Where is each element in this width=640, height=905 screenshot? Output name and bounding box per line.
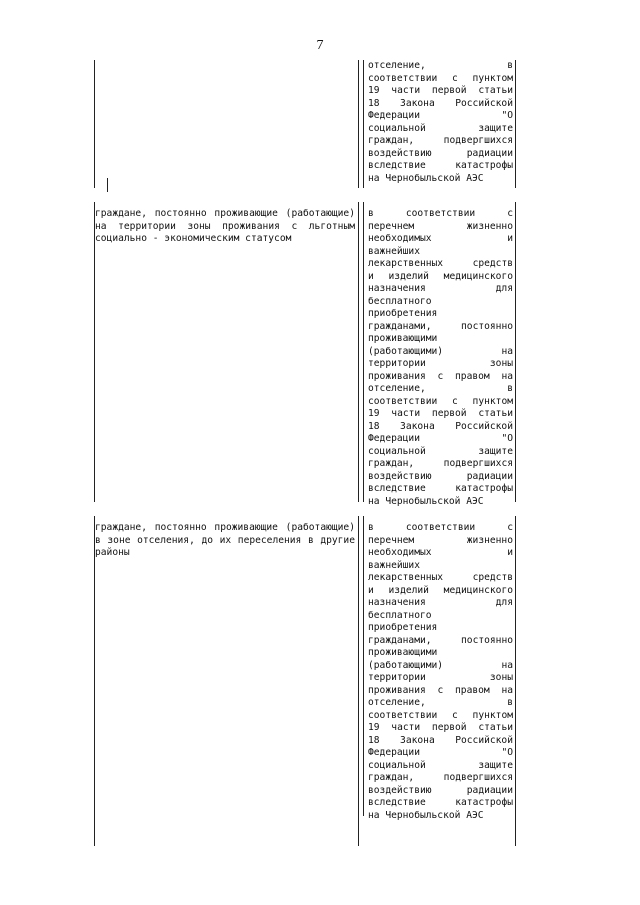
- cell-line: проживающими: [368, 647, 438, 658]
- table-mid-border-inner: [363, 60, 364, 188]
- cell-line: проживания с правом на: [368, 684, 513, 696]
- cell-line: и изделий медицинского: [368, 270, 513, 282]
- cell-line: Федерации "О: [368, 110, 513, 121]
- cell-line: воздействию радиации: [368, 147, 513, 159]
- cell-line: вследствие катастрофы: [368, 483, 513, 494]
- cell-line: проживания с правом на: [368, 370, 513, 382]
- cell-line: вследствие катастрофы: [368, 160, 513, 171]
- cell-line: 18 Закона Российской: [368, 420, 513, 432]
- cell-line: важнейших: [368, 245, 420, 257]
- cell-line: бесплатного: [368, 609, 432, 621]
- cell-line: граждан, подвергшихся: [368, 772, 513, 783]
- cell-line: назначения для: [368, 597, 513, 608]
- cell-line: на Чернобыльской АЭС: [368, 495, 484, 507]
- page-number: 7: [316, 38, 324, 53]
- cell-line: отселение, в: [368, 60, 513, 71]
- table-left-border: [94, 60, 95, 188]
- row-2-right-cell: [368, 522, 513, 822]
- cell-line: (работающими) на: [368, 345, 513, 357]
- stray-cell-mark: [107, 178, 108, 192]
- cell-line: граждан, подвергшихся: [368, 135, 513, 146]
- continuation-right-cell: [368, 60, 513, 185]
- table-right-border: [515, 60, 516, 188]
- cell-line: территории зоны: [368, 358, 513, 369]
- cell-line: в соответствии с: [368, 522, 513, 533]
- cell-line: воздействию радиации: [368, 784, 513, 796]
- cell-line: на Чернобыльской АЭС: [368, 172, 484, 184]
- cell-line: необходимых и: [368, 547, 513, 558]
- cell-line: необходимых и: [368, 233, 513, 244]
- row-1-right-cell: [368, 208, 513, 508]
- row-1-left-cell: граждане, постоянно проживающие (работающие) на территории зоны проживания с льготным социально - экономическим статусом: [95, 208, 355, 244]
- table-right-border: [515, 202, 516, 502]
- cell-line: Федерации "О: [368, 747, 513, 758]
- cell-line: граждан, подвергшихся: [368, 458, 513, 469]
- cell-line: Федерации "О: [368, 433, 513, 444]
- cell-line: назначения для: [368, 283, 513, 294]
- cell-line: перечнем жизненно: [368, 220, 513, 232]
- cell-line: гражданами, постоянно: [368, 320, 513, 332]
- cell-line: в соответствии с: [368, 208, 513, 219]
- cell-line: территории зоны: [368, 672, 513, 683]
- row-2-left-cell: граждане, постоянно проживающие (работающие) в зоне отселения, до их переселения в другие районы: [95, 522, 355, 558]
- table-mid-border-inner: [363, 516, 364, 816]
- table-mid-border: [358, 60, 359, 188]
- cell-line: социальной защите: [368, 759, 513, 771]
- table-left-border: [94, 516, 95, 846]
- cell-line: (работающими) на: [368, 659, 513, 671]
- cell-line: важнейших: [368, 559, 420, 571]
- cell-line: перечнем жизненно: [368, 534, 513, 546]
- cell-line: бесплатного: [368, 295, 432, 307]
- table-mid-border: [358, 516, 359, 846]
- cell-line: приобретения: [368, 622, 438, 633]
- table-left-border: [94, 202, 95, 502]
- cell-line: воздействию радиации: [368, 470, 513, 482]
- cell-line: 18 Закона Российской: [368, 97, 513, 109]
- cell-line: отселение, в: [368, 697, 513, 708]
- cell-line: отселение, в: [368, 383, 513, 394]
- cell-line: 19 части первой статьи: [368, 85, 513, 96]
- cell-line: приобретения: [368, 308, 438, 319]
- cell-line: лекарственных средств: [368, 258, 513, 269]
- cell-line: на Чернобыльской АЭС: [368, 809, 484, 821]
- cell-line: 19 части первой статьи: [368, 722, 513, 733]
- cell-line: 19 части первой статьи: [368, 408, 513, 419]
- cell-line: соответствии с пунктом: [368, 72, 513, 84]
- cell-line: лекарственных средств: [368, 572, 513, 583]
- cell-line: соответствии с пунктом: [368, 395, 513, 407]
- table-mid-border: [358, 202, 359, 502]
- cell-line: вследствие катастрофы: [368, 797, 513, 808]
- cell-line: соответствии с пунктом: [368, 709, 513, 721]
- cell-line: и изделий медицинского: [368, 584, 513, 596]
- table-mid-border-inner: [363, 202, 364, 502]
- cell-line: проживающими: [368, 333, 438, 344]
- table-right-border: [515, 516, 516, 846]
- cell-line: 18 Закона Российской: [368, 734, 513, 746]
- cell-line: социальной защите: [368, 122, 513, 134]
- cell-line: социальной защите: [368, 445, 513, 457]
- cell-line: гражданами, постоянно: [368, 634, 513, 646]
